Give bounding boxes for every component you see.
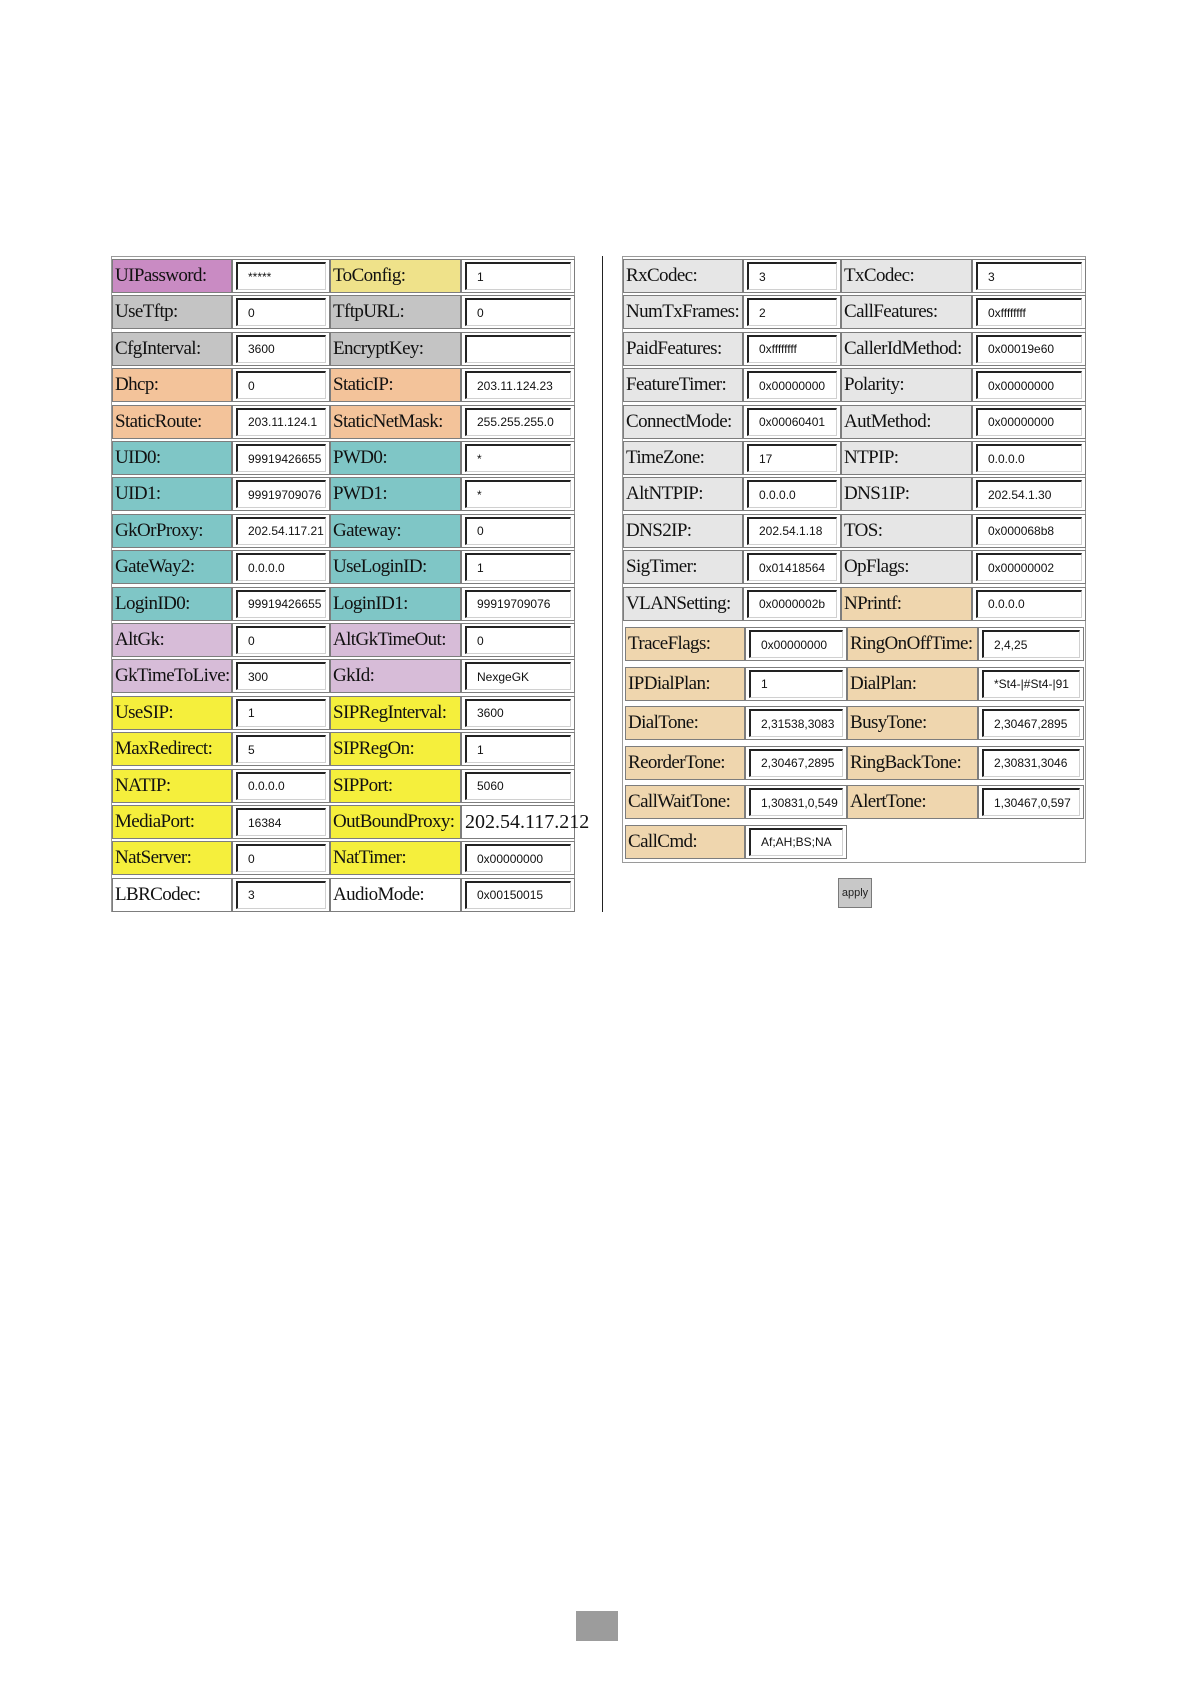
field-value-cell (743, 405, 841, 439)
field-value-cell (232, 368, 330, 402)
field-value-cell (461, 587, 575, 621)
field-label: StaticNetMask: (330, 405, 461, 439)
page-number-box (576, 1611, 618, 1641)
table-row (623, 477, 1086, 513)
max-redirect-input[interactable]: 5 (236, 735, 326, 763)
num-tx-frames-input[interactable]: 2 (747, 298, 837, 326)
table-row (112, 259, 575, 295)
dial-tone-input[interactable]: 2,31538,3083 (749, 709, 843, 737)
field-value-cell (972, 550, 1086, 584)
op-flags-input[interactable]: 0x00000002 (976, 553, 1082, 581)
aut-method-input[interactable]: 0x00000000 (976, 408, 1082, 436)
field-value-cell (232, 696, 330, 730)
use-sip-input[interactable]: 1 (236, 699, 326, 727)
field-value-cell (745, 746, 847, 780)
table-row (623, 627, 1086, 663)
field-label: VLANSetting: (623, 587, 743, 621)
field-label: TftpURL: (330, 295, 461, 329)
field-value-cell (972, 332, 1086, 366)
field-label: LoginID1: (330, 587, 461, 621)
call-features-input[interactable]: 0xffffffff (976, 298, 1082, 326)
field-value-cell (461, 841, 575, 875)
table-row (112, 841, 575, 877)
sipport-input[interactable]: 5060 (465, 772, 571, 800)
field-label: SIPRegOn: (330, 732, 461, 766)
field-value-cell (743, 587, 841, 621)
field-label: Gateway: (330, 514, 461, 548)
alt-gk-time-out-input[interactable]: 0 (465, 626, 571, 654)
table-row (623, 706, 1086, 742)
field-label: ConnectMode: (623, 405, 743, 439)
polarity-input[interactable]: 0x00000000 (976, 371, 1082, 399)
call-cmd-input[interactable]: Af;AH;BS;NA (749, 828, 843, 856)
field-label: NatServer: (112, 841, 232, 875)
alt-ntpip-input[interactable]: 0.0.0.0 (747, 480, 837, 508)
ipdial-plan-input[interactable]: 1 (749, 670, 843, 698)
field-label: GateWay2: (112, 550, 232, 584)
field-value-cell (461, 732, 575, 766)
field-value-cell (232, 295, 330, 329)
caller-id-method-input[interactable]: 0x00019e60 (976, 335, 1082, 363)
field-label: IPDialPlan: (625, 667, 745, 701)
use-login-id-input[interactable]: 1 (465, 553, 571, 581)
tx-codec-input[interactable]: 3 (976, 262, 1082, 290)
table-row (112, 878, 575, 914)
uid1-input[interactable]: 99919709076 (236, 480, 326, 508)
table-row (112, 332, 575, 368)
field-label: GkId: (330, 659, 461, 693)
static-net-mask-input[interactable]: 255.255.255.0 (465, 408, 571, 436)
table-row (112, 477, 575, 513)
ntpip-input[interactable]: 0.0.0.0 (976, 444, 1082, 472)
cfg-interval-input[interactable]: 3600 (236, 335, 326, 363)
field-value-cell (232, 659, 330, 693)
use-tftp-input[interactable]: 0 (236, 298, 326, 326)
uipassword-input[interactable]: ***** (236, 262, 326, 290)
field-label: MediaPort: (112, 805, 232, 839)
table-row (112, 550, 575, 586)
field-label: RxCodec: (623, 259, 743, 293)
nat-server-input[interactable]: 0 (236, 844, 326, 872)
field-value-cell (232, 332, 330, 366)
field-label: DialPlan: (847, 667, 978, 701)
field-value-cell (232, 587, 330, 621)
dhcp-input[interactable]: 0 (236, 371, 326, 399)
dial-plan-input[interactable]: *St4-|#St4-|91 (982, 670, 1080, 698)
rx-codec-input[interactable]: 3 (747, 262, 837, 290)
field-label: UseLoginID: (330, 550, 461, 584)
field-value-cell (461, 477, 575, 511)
table-row (623, 746, 1086, 782)
field-value-cell (978, 667, 1084, 701)
field-value-cell (461, 368, 575, 402)
sipreg-on-input[interactable]: 1 (465, 735, 571, 763)
field-label: NTPIP: (841, 441, 972, 475)
field-label: GkTimeToLive: (112, 659, 232, 693)
pwd0-input[interactable]: * (465, 444, 571, 472)
field-value-cell (232, 805, 330, 839)
table-row (623, 259, 1086, 295)
nat-timer-input[interactable]: 0x00000000 (465, 844, 571, 872)
field-value-cell (232, 477, 330, 511)
field-value-cell (461, 878, 575, 912)
field-label: StaticRoute: (112, 405, 232, 439)
field-value-cell (461, 550, 575, 584)
field-label: UID0: (112, 441, 232, 475)
field-value-cell (743, 368, 841, 402)
field-label: SigTimer: (623, 550, 743, 584)
field-value-cell (745, 825, 847, 859)
field-value-cell (461, 441, 575, 475)
field-label: OutBoundProxy: (330, 805, 461, 839)
field-label: TxCodec: (841, 259, 972, 293)
field-value-cell (232, 769, 330, 803)
busy-tone-input[interactable]: 2,30467,2895 (982, 709, 1080, 737)
paid-features-input[interactable]: 0xffffffff (747, 335, 837, 363)
sipreg-interval-input[interactable]: 3600 (465, 699, 571, 727)
field-label: LoginID0: (112, 587, 232, 621)
field-label: UseTftp: (112, 295, 232, 329)
field-value-cell (972, 405, 1086, 439)
gk-id-input[interactable]: NexgeGK (465, 662, 571, 690)
field-label: RingOnOffTime: (847, 627, 978, 661)
field-label: DialTone: (625, 706, 745, 740)
field-value-cell (461, 769, 575, 803)
login-id1-input[interactable]: 99919709076 (465, 590, 571, 618)
ring-on-off-time-input[interactable]: 2,4,25 (982, 630, 1080, 658)
field-value-cell (978, 785, 1084, 819)
field-value-cell (232, 878, 330, 912)
field-value-cell (232, 841, 330, 875)
tos-input[interactable]: 0x000068b8 (976, 517, 1082, 545)
table-row (623, 550, 1086, 586)
field-label: UID1: (112, 477, 232, 511)
field-value-cell (461, 805, 590, 839)
static-ip-input[interactable]: 203.11.124.23 (465, 371, 571, 399)
field-value-cell (972, 368, 1086, 402)
gk-or-proxy-input[interactable]: 202.54.117.21 (236, 517, 326, 545)
field-value-cell (743, 550, 841, 584)
field-value-cell (461, 659, 575, 693)
field-value-cell (232, 441, 330, 475)
table-row (112, 696, 575, 732)
table-row (623, 785, 1086, 821)
field-value-cell (972, 514, 1086, 548)
table-row (623, 441, 1086, 477)
field-label: AudioMode: (330, 878, 461, 912)
field-value-cell (461, 696, 575, 730)
table-row (623, 587, 1086, 623)
field-value-cell (972, 259, 1086, 293)
apply-button[interactable]: apply (838, 878, 872, 908)
field-label: GkOrProxy: (112, 514, 232, 548)
table-row (112, 659, 575, 695)
field-value-cell (978, 627, 1084, 661)
field-label: RingBackTone: (847, 746, 978, 780)
field-label: PWD0: (330, 441, 461, 475)
field-value-cell (978, 706, 1084, 740)
table-row (623, 667, 1086, 703)
table-row (112, 368, 575, 404)
field-label: TraceFlags: (625, 627, 745, 661)
field-value-cell (461, 332, 575, 366)
natip-input[interactable]: 0.0.0.0 (236, 772, 326, 800)
gateway-input[interactable]: 0 (465, 517, 571, 545)
field-value-cell (743, 514, 841, 548)
field-value-cell (232, 259, 330, 293)
field-value-cell (743, 477, 841, 511)
field-value-cell (743, 441, 841, 475)
table-row (112, 441, 575, 477)
field-label: TimeZone: (623, 441, 743, 475)
table-row (112, 295, 575, 331)
table-row (112, 587, 575, 623)
table-row (112, 732, 575, 768)
field-label: CfgInterval: (112, 332, 232, 366)
field-value-cell (461, 405, 575, 439)
out-bound-proxy-input[interactable]: 202.54.117.212 (465, 810, 590, 833)
table-row (112, 514, 575, 550)
sig-timer-input[interactable]: 0x01418564 (747, 553, 837, 581)
field-value-cell (972, 477, 1086, 511)
config-table-left (111, 256, 590, 912)
field-label: NPrintf: (841, 587, 972, 621)
reorder-tone-input[interactable]: 2,30467,2895 (749, 749, 843, 777)
field-label: Dhcp: (112, 368, 232, 402)
field-value-cell (745, 706, 847, 740)
field-label: AltNTPIP: (623, 477, 743, 511)
table-row (112, 623, 575, 659)
field-label: NatTimer: (330, 841, 461, 875)
table-row (623, 332, 1086, 368)
field-label: OpFlags: (841, 550, 972, 584)
field-value-cell (743, 259, 841, 293)
field-value-cell (972, 587, 1086, 621)
field-value-cell (745, 785, 847, 819)
field-value-cell (972, 295, 1086, 329)
field-label: UIPassword: (112, 259, 232, 293)
field-label: UseSIP: (112, 696, 232, 730)
field-value-cell (743, 295, 841, 329)
media-port-input[interactable]: 16384 (236, 808, 326, 836)
alert-tone-input[interactable]: 1,30467,0,597 (982, 788, 1080, 816)
table-row (623, 514, 1086, 550)
uid0-input[interactable]: 99919426655 (236, 444, 326, 472)
field-label: DNS2IP: (623, 514, 743, 548)
field-label: NATIP: (112, 769, 232, 803)
field-label: AutMethod: (841, 405, 972, 439)
login-id0-input[interactable]: 99919426655 (236, 590, 326, 618)
field-label: StaticIP: (330, 368, 461, 402)
table-row (623, 295, 1086, 331)
field-label: BusyTone: (847, 706, 978, 740)
field-label: CallerIdMethod: (841, 332, 972, 366)
field-value-cell (745, 627, 847, 661)
field-value-cell (461, 259, 575, 293)
field-value-cell (461, 514, 575, 548)
field-value-cell (232, 514, 330, 548)
table-row (112, 805, 590, 841)
static-route-input[interactable]: 203.11.124.1 (236, 408, 326, 436)
field-label: AltGk: (112, 623, 232, 657)
field-value-cell (743, 332, 841, 366)
field-label: PaidFeatures: (623, 332, 743, 366)
tftp-url-input[interactable]: 0 (465, 298, 571, 326)
field-label: CallCmd: (625, 825, 745, 859)
field-label: ToConfig: (330, 259, 461, 293)
field-value-cell (461, 623, 575, 657)
feature-timer-input[interactable]: 0x00000000 (747, 371, 837, 399)
field-value-cell (232, 405, 330, 439)
field-value-cell (461, 295, 575, 329)
call-wait-tone-input[interactable]: 1,30831,0,549 (749, 788, 843, 816)
field-label: DNS1IP: (841, 477, 972, 511)
field-label: PWD1: (330, 477, 461, 511)
trace-flags-input[interactable]: 0x00000000 (749, 630, 843, 658)
field-label: CallWaitTone: (625, 785, 745, 819)
column-divider (602, 256, 603, 912)
field-label: TOS: (841, 514, 972, 548)
encrypt-key-input[interactable] (465, 335, 571, 363)
field-label: ReorderTone: (625, 746, 745, 780)
field-label: CallFeatures: (841, 295, 972, 329)
dns1-ip-input[interactable]: 202.54.1.30 (976, 480, 1082, 508)
field-label: AlertTone: (847, 785, 978, 819)
gate-way2-input[interactable]: 0.0.0.0 (236, 553, 326, 581)
field-value-cell (978, 746, 1084, 780)
to-config-input[interactable]: 1 (465, 262, 571, 290)
table-row (112, 405, 575, 441)
vlansetting-input[interactable]: 0x0000002b (747, 590, 837, 618)
table-row (623, 405, 1086, 441)
field-value-cell (972, 441, 1086, 475)
time-zone-input[interactable]: 17 (747, 444, 837, 472)
field-label: LBRCodec: (112, 878, 232, 912)
field-label: SIPPort: (330, 769, 461, 803)
field-label: FeatureTimer: (623, 368, 743, 402)
ring-back-tone-input[interactable]: 2,30831,3046 (982, 749, 1080, 777)
field-label: EncryptKey: (330, 332, 461, 366)
field-label: SIPRegInterval: (330, 696, 461, 730)
alt-gk-input[interactable]: 0 (236, 626, 326, 654)
field-value-cell (745, 667, 847, 701)
connect-mode-input[interactable]: 0x00060401 (747, 408, 837, 436)
field-label: Polarity: (841, 368, 972, 402)
gk-time-to-live-input[interactable]: 300 (236, 662, 326, 690)
field-label: MaxRedirect: (112, 732, 232, 766)
field-label: NumTxFrames: (623, 295, 743, 329)
field-value-cell (232, 623, 330, 657)
dns2-ip-input[interactable]: 202.54.1.18 (747, 517, 837, 545)
table-row (112, 769, 575, 805)
field-label: AltGkTimeOut: (330, 623, 461, 657)
lbrcodec-input[interactable]: 3 (236, 881, 326, 909)
table-row (623, 825, 1086, 861)
pwd1-input[interactable]: * (465, 480, 571, 508)
nprintf-input[interactable]: 0.0.0.0 (976, 590, 1082, 618)
field-value-cell (232, 732, 330, 766)
config-table-right (622, 256, 1086, 863)
audio-mode-input[interactable]: 0x00150015 (465, 881, 571, 909)
field-value-cell (232, 550, 330, 584)
table-row (623, 368, 1086, 404)
